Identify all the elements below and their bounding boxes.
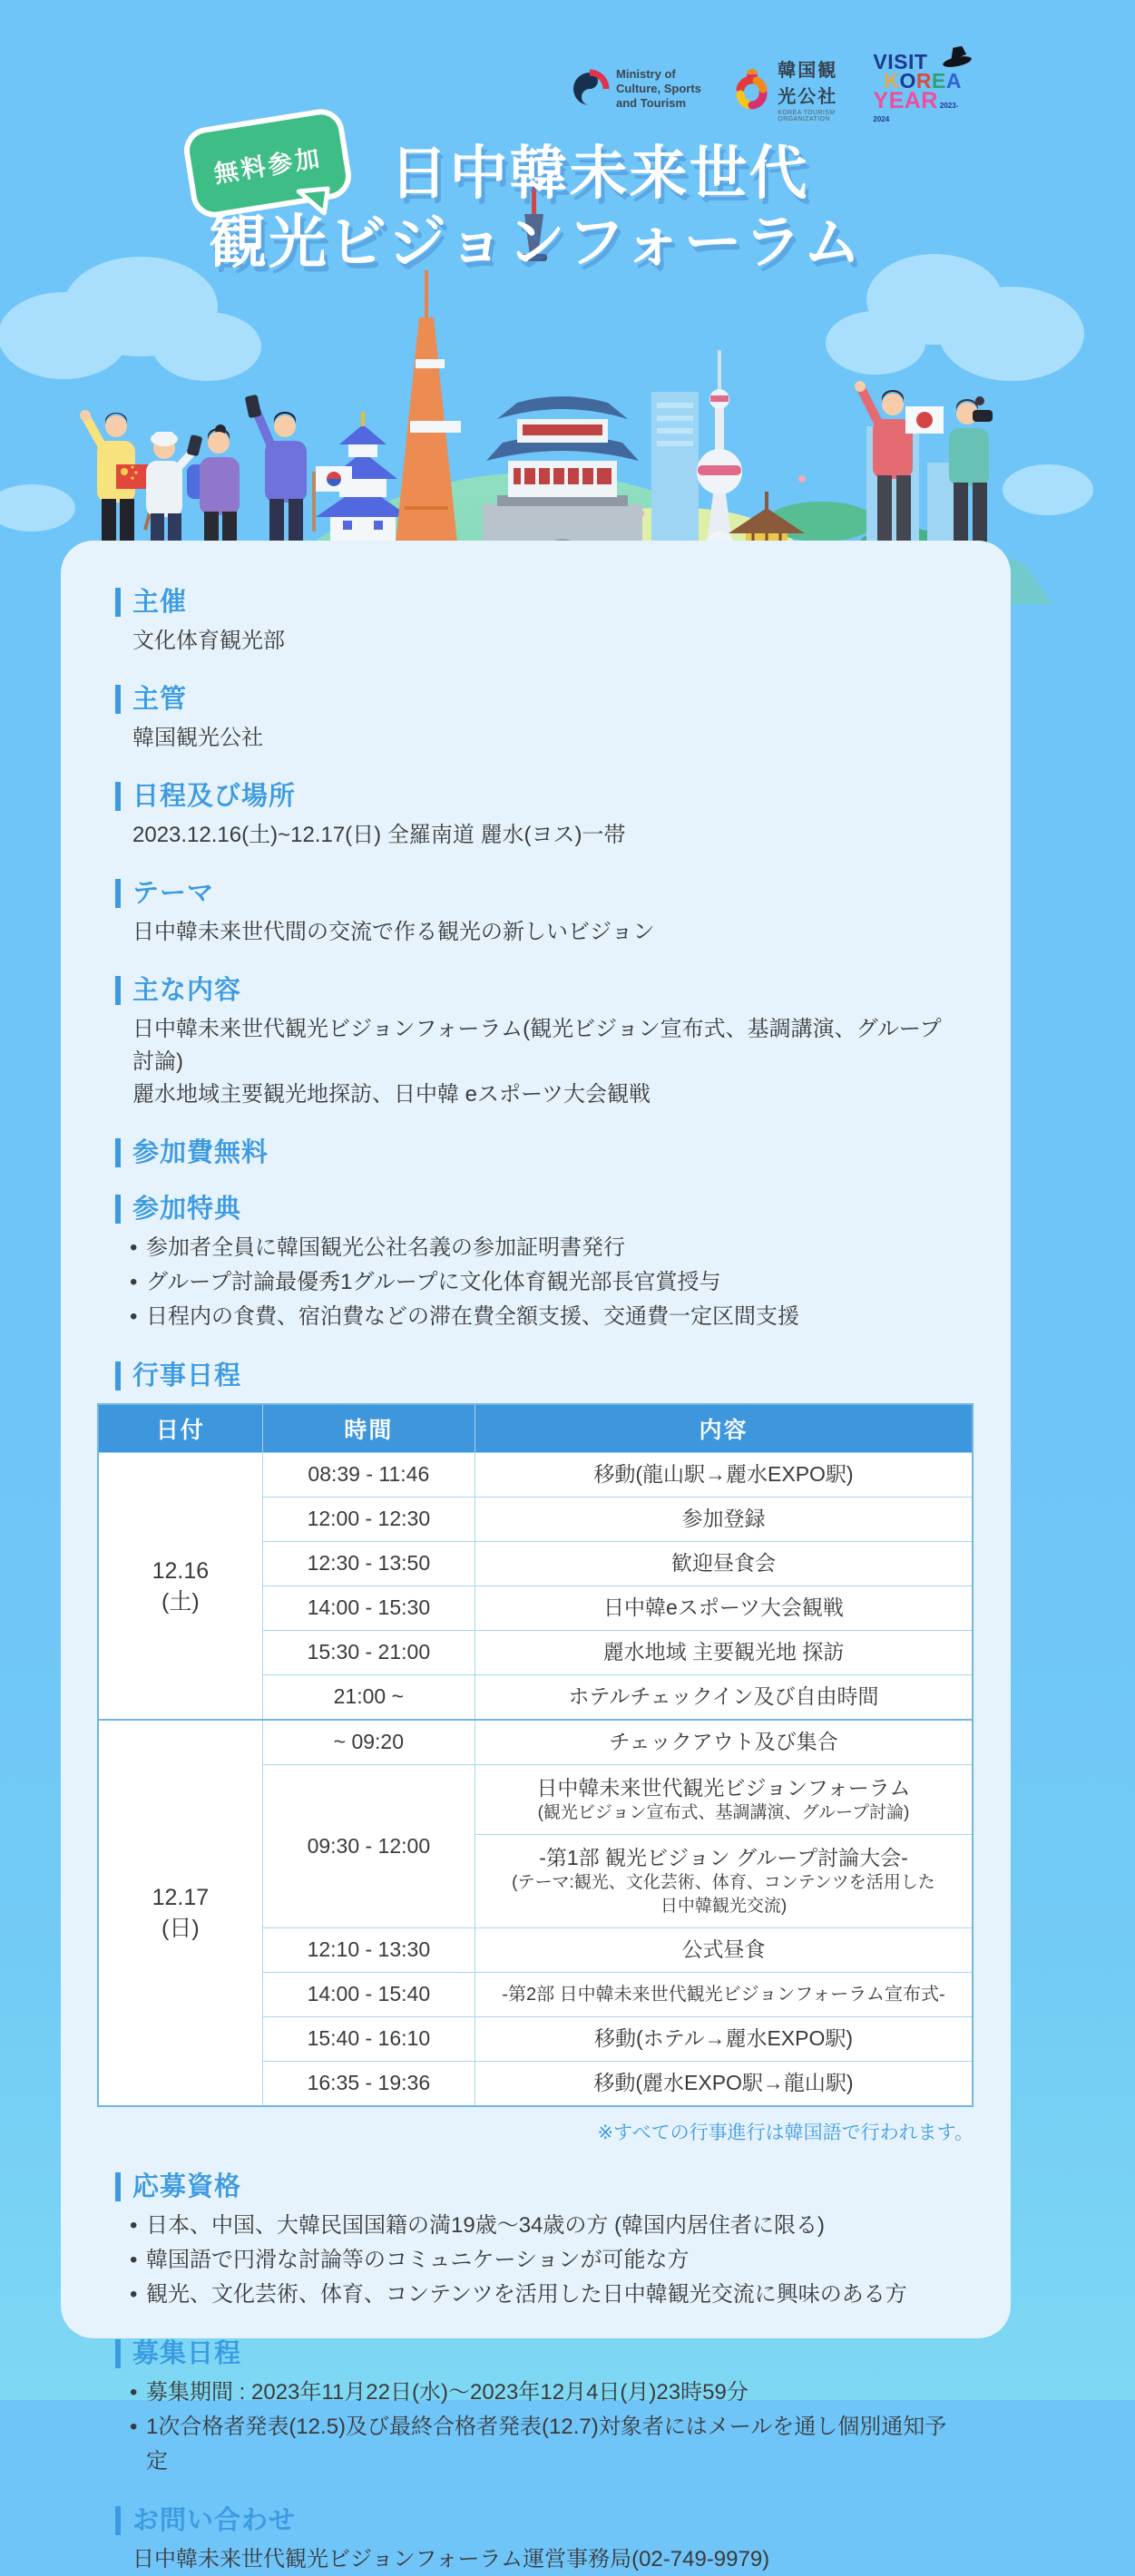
table-cell-content: チェックアウト及び集合 xyxy=(475,1720,973,1765)
benefits-list xyxy=(128,1231,958,1334)
table-header-date: 日付 xyxy=(98,1404,262,1453)
section-body: 文化体育観光部 xyxy=(132,629,285,653)
table-cell-content: -第2部 日中韓未来世代観光ビジョンフォーラム宣布式- xyxy=(475,1973,973,2017)
cell-title: -第1部 観光ビジョン グループ討論大会- xyxy=(539,1846,908,1869)
table-cell-time: 08:39 - 11:46 xyxy=(262,1453,475,1498)
table-cell-content: 日中韓eスポーツ大会観戦 xyxy=(475,1586,973,1631)
table-cell-content: 移動(ホテル→麗水EXPO駅) xyxy=(475,2017,973,2062)
visit-korea-year-logo: VISIT KOREA YEAR 2023-2024 xyxy=(873,53,962,125)
table-cell-time: ~ 09:20 xyxy=(262,1720,475,1765)
schedule-note: ※すべての行事進行は韓国語で行われます。 xyxy=(597,2122,974,2143)
kto-emblem-icon xyxy=(731,67,769,111)
section-host xyxy=(115,588,958,658)
cell-sub: (テーマ:観光、文化芸術、体育、コンテンツを活用した xyxy=(512,1873,935,1892)
table-header-content: 内容 xyxy=(475,1404,973,1453)
mcst-logo-text: Ministry of Culture, Sports and Tourism xyxy=(616,67,701,111)
cell-sub: (観光ビジョン宣布式、基調講演、グループ討論) xyxy=(537,1803,910,1822)
list-item: • 観光、文化芸術、体育、コンテンツを活用した日中韓観光交流に興味のある方 xyxy=(128,2278,958,2312)
content-card xyxy=(61,541,1011,2571)
list-item: • 韓国語で円滑な討論等のコミュニケーションが可能な方 xyxy=(128,2243,958,2278)
section-recruitment xyxy=(115,2339,958,2479)
list-item: • 参加者全員に韓国観光公社名義の参加証明書発行 xyxy=(128,1231,958,1265)
badge-label: 無料参加 xyxy=(211,143,324,188)
table-cell-content: 公式昼食 xyxy=(475,1928,973,1973)
section-heading: 参加特典 xyxy=(115,1195,958,1224)
section-heading: 主な内容 xyxy=(115,976,958,1005)
table-cell-content: 参加登録 xyxy=(475,1498,973,1542)
badge-tail-icon xyxy=(295,184,338,222)
main-contents-line2: 麗水地域主要観光地探訪、日中韓 eスポーツ大会観戦 xyxy=(132,1082,651,1107)
section-date-place xyxy=(115,782,958,852)
date-value: 12.16 xyxy=(152,1557,210,1584)
table-header-time: 時間 xyxy=(262,1404,475,1453)
kto-logo-text: 韓国観光公社 KOREA TOURISM ORGANIZATION xyxy=(778,61,838,123)
table-cell-content xyxy=(475,1765,973,1835)
table-cell-date xyxy=(98,1720,262,2106)
section-eligibility xyxy=(115,2172,958,2312)
table-cell-time: 21:00 ~ xyxy=(262,1675,475,1721)
table-cell-content: ホテルチェックイン及び自由時間 xyxy=(475,1675,973,1721)
list-item: • 募集期間 : 2023年11月22日(水)～2023年12月4日(月)23時59分 xyxy=(128,2376,958,2410)
section-main-contents xyxy=(115,976,958,1111)
table-row xyxy=(98,1720,973,1765)
table-cell-date xyxy=(98,1453,262,1721)
recruitment-list xyxy=(128,2376,958,2479)
table-cell-content xyxy=(475,1835,973,1928)
poster-title-line2: 観光ビジョンフォーラム xyxy=(209,210,863,275)
kto-logo xyxy=(731,55,846,122)
header-logos xyxy=(572,50,962,125)
section-event-schedule xyxy=(115,1361,958,1390)
date-value: 12.17 xyxy=(152,1885,210,1910)
section-body: 日中韓未来世代間の交流で作る観光の新しいビジョン xyxy=(132,920,655,944)
section-heading: 募集日程 xyxy=(115,2339,958,2368)
table-cell-time: 12:10 - 13:30 xyxy=(262,1928,475,1973)
section-body xyxy=(132,1013,958,1111)
list-item: • グループ討論最優秀1グループに文化体育観光部長官賞授与 xyxy=(128,1265,958,1300)
poster-title-line1: 日中韓未来世代 xyxy=(389,141,809,206)
section-heading: 主催 xyxy=(115,588,958,617)
section-organizer xyxy=(115,685,958,755)
table-cell-time: 15:40 - 16:10 xyxy=(262,2017,475,2062)
weekday-value: (土) xyxy=(161,1588,200,1615)
section-heading: お問い合わせ xyxy=(115,2506,958,2535)
table-row xyxy=(98,1453,973,1498)
section-heading: 日程及び場所 xyxy=(115,782,958,811)
list-item: • 日程内の食費、宿泊費などの滞在費全額支援、交通費一定区間支援 xyxy=(128,1300,958,1334)
table-cell-time: 12:00 - 12:30 xyxy=(262,1498,475,1542)
table-header-row xyxy=(98,1404,973,1453)
table-cell-time: 16:35 - 19:36 xyxy=(262,2062,475,2107)
list-item: • 日本、中国、大韓民国国籍の満19歳～34歳の方 (韓国内居住者に限る) xyxy=(128,2209,958,2243)
mcst-emblem-icon xyxy=(572,71,608,107)
table-cell-time: 09:30 - 12:00 xyxy=(262,1765,475,1928)
section-fee xyxy=(115,1138,958,1167)
section-theme xyxy=(115,879,958,949)
mcst-logo xyxy=(572,67,704,111)
schedule-table xyxy=(97,1403,974,2107)
table-cell-content: 移動(麗水EXPO駅→龍山駅) xyxy=(475,2062,973,2107)
table-cell-time: 14:00 - 15:30 xyxy=(262,1586,475,1631)
section-heading: 行事日程 xyxy=(115,1361,958,1390)
table-cell-time: 14:00 - 15:40 xyxy=(262,1973,475,2017)
gat-hat-icon xyxy=(942,44,973,67)
main-contents-line1: 日中韓未来世代観光ビジョンフォーラム(観光ビジョン宣布式、基調講演、グループ討論) xyxy=(132,1017,942,1074)
japan-flag xyxy=(905,406,944,434)
section-heading: テーマ xyxy=(115,879,958,908)
table-cell-content: 移動(龍山駅→麗水EXPO駅) xyxy=(475,1453,973,1498)
section-benefits xyxy=(115,1195,958,1334)
cell-sub: 日中韓観光交流) xyxy=(660,1897,788,1916)
table-cell-content: 歓迎昼食会 xyxy=(475,1542,973,1586)
table-cell-content: 麗水地域 主要観光地 探訪 xyxy=(475,1631,973,1675)
vky-korea-word: KOREA xyxy=(884,69,962,93)
eligibility-list xyxy=(128,2209,958,2312)
table-cell-time: 12:30 - 13:50 xyxy=(262,1542,475,1586)
list-item: • 1次合格者発表(12.5)及び最終合格者発表(12.7)対象者にはメールを通し個別通知予定 xyxy=(128,2410,958,2479)
table-cell-time: 15:30 - 21:00 xyxy=(262,1631,475,1675)
cell-title: 日中韓未来世代観光ビジョンフォーラム xyxy=(536,1776,911,1800)
section-heading: 主管 xyxy=(115,685,958,714)
section-heading: 参加費無料 xyxy=(115,1138,958,1167)
section-body: 日中韓未来世代観光ビジョンフォーラム運営事務局(02-749-9979) xyxy=(132,2547,770,2571)
schedule-table-wrap xyxy=(97,1403,974,2107)
section-heading: 応募資格 xyxy=(115,2172,958,2201)
section-body: 2023.12.16(土)~12.17(日) 全羅南道 麗水(ヨス)一帯 xyxy=(132,823,626,847)
section-body: 韓国観光公社 xyxy=(132,726,263,750)
weekday-value: (日) xyxy=(161,1916,200,1941)
section-contact xyxy=(115,2506,958,2576)
